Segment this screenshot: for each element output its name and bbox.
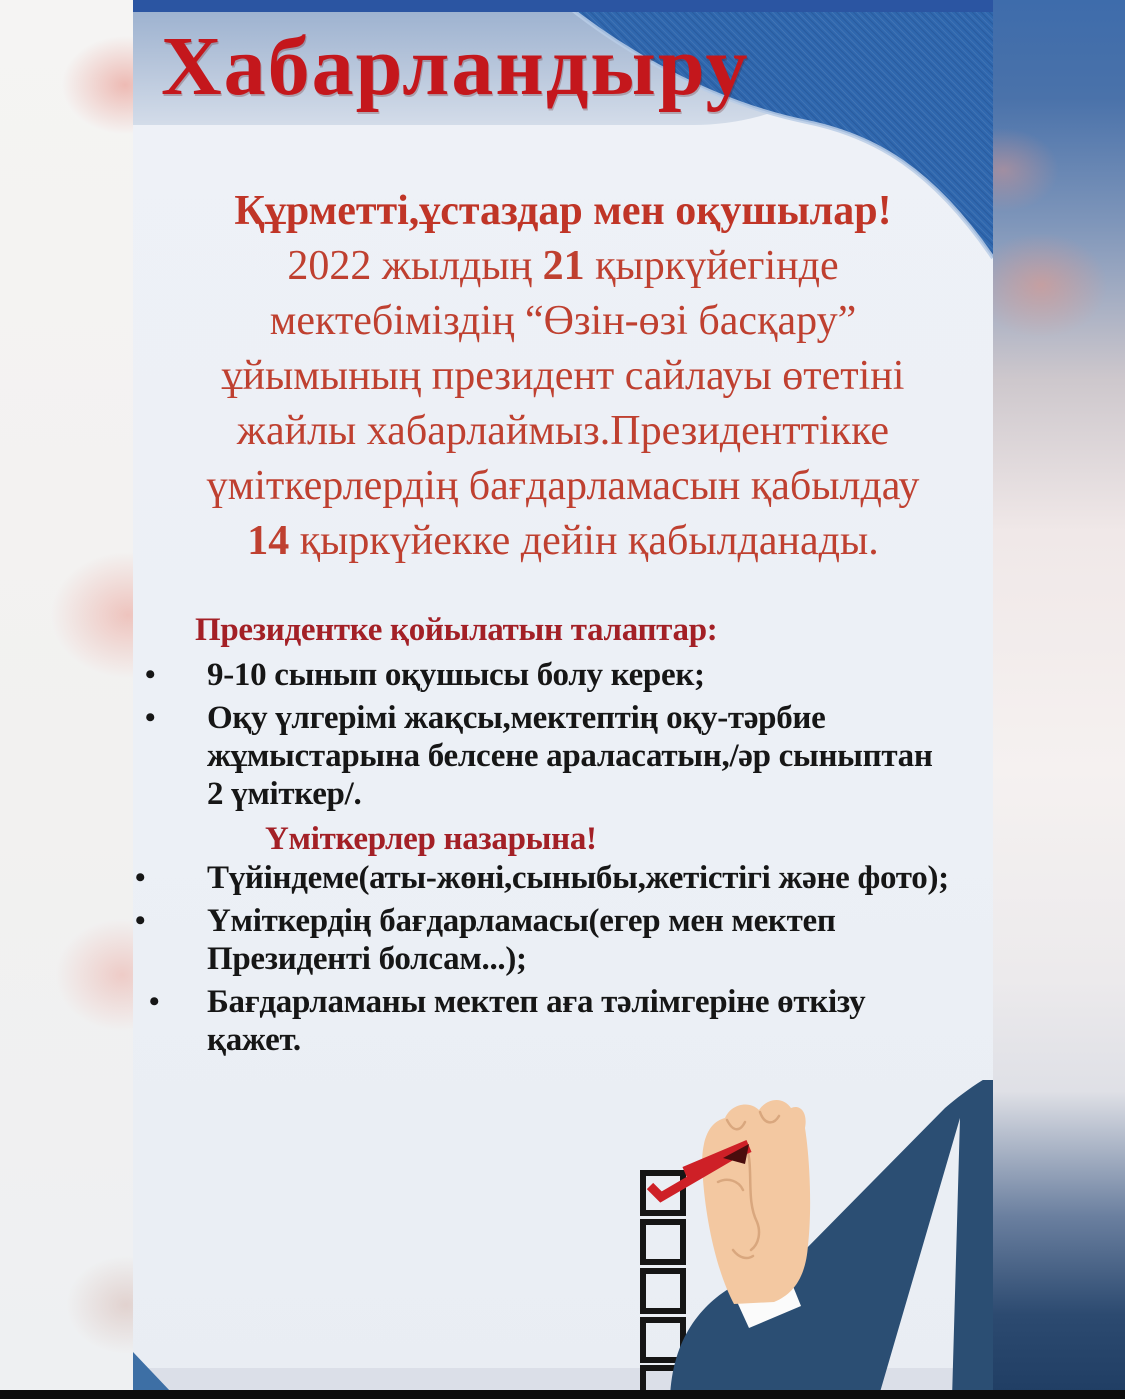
checkbox	[643, 1271, 683, 1311]
list-item	[133, 902, 993, 978]
corner-triangle	[133, 1352, 171, 1392]
list-item-line: Президенті болсам...);	[207, 941, 527, 977]
poster-title: Хабарландыру	[161, 20, 750, 113]
top-blue-bar	[133, 0, 993, 12]
list-item-line: Түйіндеме(аты-жөні,сыныбы,жетістігі және фото);	[207, 860, 949, 896]
list-item-line: Үміткердің бағдарламасы(егер мен мектеп	[207, 903, 836, 939]
bullet-dot: •	[135, 904, 146, 937]
poster	[133, 0, 993, 1399]
bottom-black-bar	[0, 1390, 1125, 1399]
intro-line: мектебіміздің “Өзін-өзі басқару”	[269, 298, 857, 344]
requirements-heading: Президентке қойылатын талаптар:	[195, 612, 718, 648]
list-item-line: жұмыстарына белсене араласатын,/әр сыныптан	[207, 738, 933, 774]
list-item	[133, 699, 993, 813]
checkbox	[643, 1222, 683, 1262]
intro-line: Құрметті,ұстаздар мен оқушылар!	[234, 188, 892, 234]
intro-line: 2022 жылдың 21 қыркүйегінде	[287, 243, 839, 289]
hand-illustration	[702, 1100, 810, 1304]
list-item	[133, 656, 993, 694]
intro-line: 14 қыркүйекке дейін қабылданады.	[247, 518, 879, 564]
background-right-blur	[993, 0, 1125, 1399]
requirements-list	[133, 656, 993, 813]
intro-line: жайлы хабарлаймыз.Президенттікке	[236, 408, 890, 454]
list-item-line: Оқу үлгерімі жақсы,мектептің оқу-тәрбие	[207, 700, 826, 736]
bullet-dot: •	[135, 861, 146, 894]
body-content	[133, 612, 993, 1064]
intro-paragraph	[133, 184, 993, 569]
list-item-line: Бағдарламаны мектеп аға тәлімгеріне өткізу	[207, 984, 866, 1020]
attention-list	[133, 859, 993, 1059]
bullet-dot: •	[149, 985, 160, 1018]
intro-line: үміткерлердің бағдарламасын қабылдау	[206, 463, 920, 509]
bullet-dot: •	[145, 658, 156, 691]
list-item	[133, 859, 993, 897]
voting-illustration	[133, 1080, 993, 1399]
list-item	[133, 983, 993, 1059]
attention-heading: Үміткерлер назарына!	[265, 821, 597, 857]
intro-line: ұйымының президент сайлауы өтетіні	[221, 353, 905, 399]
list-item-line: 2 үміткер/.	[207, 776, 362, 812]
background-left-blur	[0, 0, 133, 1399]
checkbox	[643, 1320, 683, 1360]
list-item-line: 9-10 сынып оқушысы болу керек;	[207, 657, 705, 693]
bullet-dot: •	[145, 701, 156, 734]
list-item-line: қажет.	[207, 1022, 301, 1058]
